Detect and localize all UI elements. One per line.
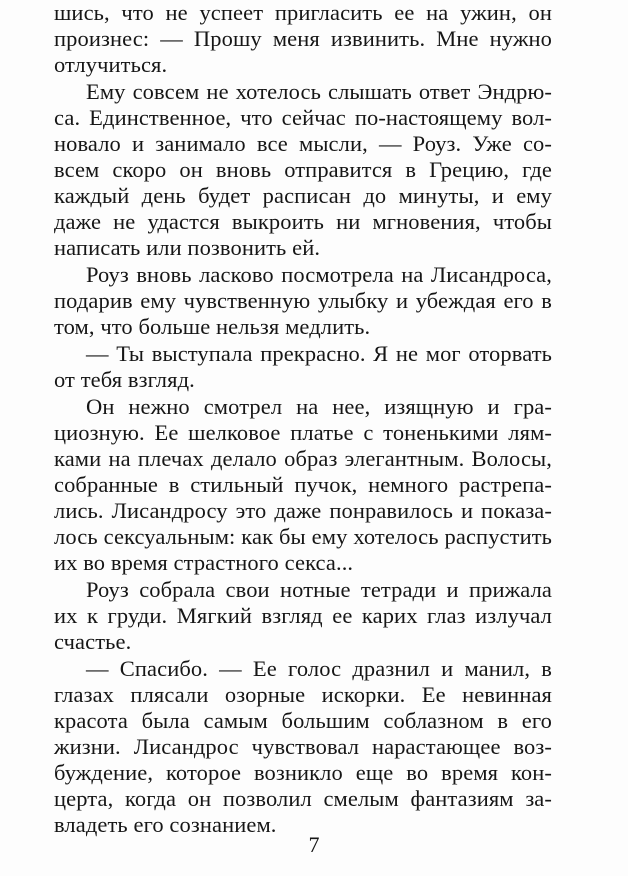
text-line: ками на плечах делало образ элегантным. Волосы,	[54, 446, 552, 471]
text-line: собранные в стильный пучок, немного растрепа-	[54, 472, 552, 497]
text-line: даже не удастся выкроить ни мгновения, чтобы	[54, 209, 552, 234]
paragraph-first-line: Ему совсем не хотелось слышать ответ Эндрю-	[86, 79, 552, 104]
paragraph-first-line: Он нежно смотрел на нее, изящную и гра-	[86, 394, 552, 419]
page-number: 7	[308, 832, 320, 857]
text-line: новало и занимало все мысли, — Роуз. Уже со-	[54, 131, 552, 156]
text-line: лось сексуальным: как бы ему хотелось распустить	[54, 524, 552, 549]
text-line: глазах плясали озорные искорки. Ее невинная	[54, 682, 552, 707]
text-line: отлучиться.	[54, 52, 168, 77]
text-line: подарив ему чувственную улыбку и убеждая его в	[54, 288, 552, 313]
text-line: том, что больше нельзя медлить.	[54, 314, 371, 339]
paragraph-first-line: Роуз собрала свои нотные тетради и прижала	[86, 577, 552, 602]
text-line: буждение, которое возникло еще во время кон-	[54, 760, 552, 785]
paragraph-first-line: — Ты выступала прекрасно. Я не мог оторвать	[86, 341, 552, 366]
text-line: красота была самым большим соблазном в его	[54, 708, 552, 733]
text-line: их к груди. Мягкий взгляд ее карих глаз излучал	[54, 603, 552, 628]
text-line: написать или позвонить ей.	[54, 235, 321, 260]
text-line: всем скоро он вновь отправится в Грецию, где	[54, 157, 552, 182]
text-line: циозную. Ее шелковое платье с тоненькими лям-	[54, 420, 552, 445]
paragraph-first-line: — Спасибо. — Ее голос дразнил и манил, в	[86, 656, 552, 681]
text-line: жизни. Лисандрос чувствовал нарастающее воз-	[54, 734, 552, 759]
text-line: владеть его сознанием.	[54, 812, 277, 837]
text-line: церта, когда он позволил смелым фантазиям за-	[54, 786, 552, 811]
paragraph-first-line: Роуз вновь ласково посмотрела на Лисандроса,	[86, 262, 552, 287]
text-line: каждый день будет расписан до минуты, и ему	[54, 183, 552, 208]
text-line: шись, что не успеет пригласить ее на ужин, он	[54, 0, 552, 25]
text-line: произнес: — Прошу меня извинить. Мне нужно	[54, 26, 552, 51]
text-line: са. Единственное, что сейчас по-настоящему вол-	[54, 105, 552, 130]
text-line: лись. Лисандросу это даже понравилось и показа-	[54, 498, 552, 523]
text-line: счастье.	[54, 629, 132, 654]
text-line: их во время страстного секса...	[54, 550, 354, 575]
text-line: от тебя взгляд.	[54, 367, 195, 392]
